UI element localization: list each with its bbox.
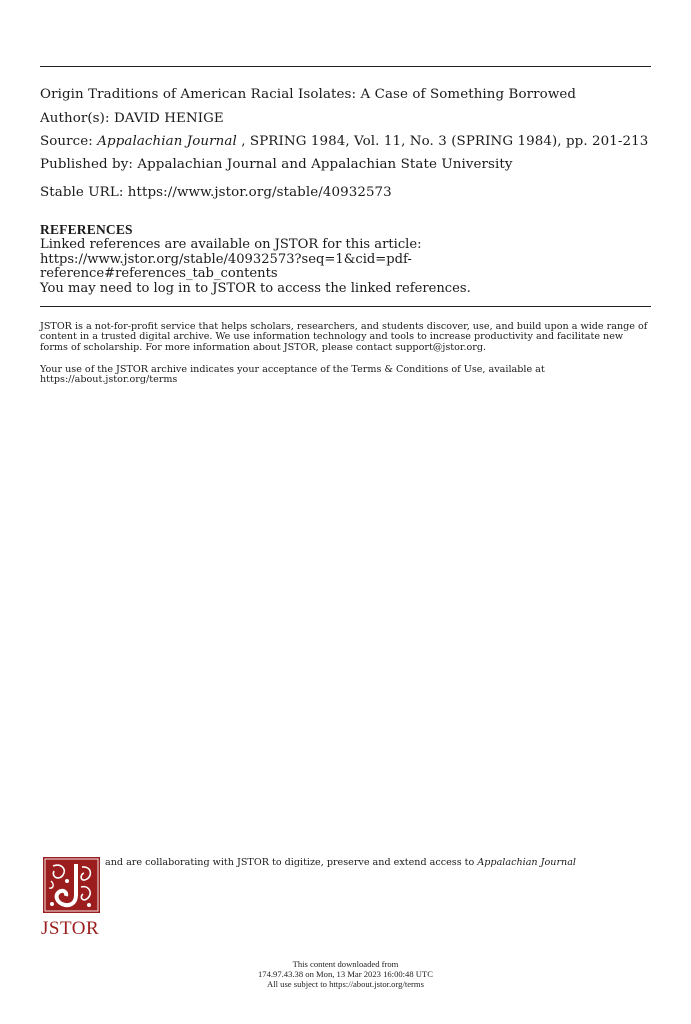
source-journal: Appalachian Journal	[97, 134, 237, 149]
author-line: Author(s): DAVID HENIGE	[40, 111, 224, 126]
download-footer	[0, 960, 691, 989]
collaboration-text: and are collaborating with JSTOR to digitize, preserve and extend access to	[105, 857, 478, 868]
middle-rule	[40, 306, 651, 307]
references-body[interactable]: Linked references are available on JSTOR for this article: https://www.jstor.org/stable/40932573?seq=1&cid=pdf- reference#references_tab_contents You may need to log in to JSTOR to access the linked references.	[40, 237, 471, 296]
references-heading: REFERENCES	[40, 222, 133, 237]
stable-url[interactable]: Stable URL: https://www.jstor.org/stable/40932573	[40, 185, 392, 200]
source-details: , SPRING 1984, Vol. 11, No. 3 (SPRING 1984), pp. 201-213	[236, 134, 649, 149]
jstor-ornament-icon	[43, 857, 100, 913]
jstor-notice: JSTOR is a not-for-profit service that helps scholars, researchers, and students discover, use, and build upon a wide range of content in a trusted digital archive. We use information technology and tools to increase productivity and facilitate new forms of scholarship. For more information about JSTOR, please contact support@jstor.org.	[40, 321, 648, 353]
footer-line-2: 174.97.43.38 on Mon, 13 Mar 2023 16:00:48 UTC	[258, 968, 433, 979]
collaboration-journal: Appalachian Journal	[477, 857, 576, 868]
top-rule	[40, 66, 651, 67]
footer-line-1: This content downloaded from	[292, 959, 399, 969]
collaboration-statement	[105, 858, 585, 868]
jstor-logo-wordmark: JSTOR	[41, 918, 100, 939]
footer-line-3: All use subject to https://about.jstor.org/terms	[267, 978, 424, 989]
source-line	[40, 134, 648, 149]
terms-notice: Your use of the JSTOR archive indicates your acceptance of the Terms & Conditions of Use, available at https://about.jstor.org/terms	[40, 364, 545, 386]
publisher-line: Published by: Appalachian Journal and Appalachian State University	[40, 157, 513, 172]
article-title: Origin Traditions of American Racial Isolates: A Case of Something Borrowed	[40, 87, 577, 102]
jstor-logo-icon	[43, 857, 100, 913]
source-prefix: Source:	[40, 134, 98, 149]
